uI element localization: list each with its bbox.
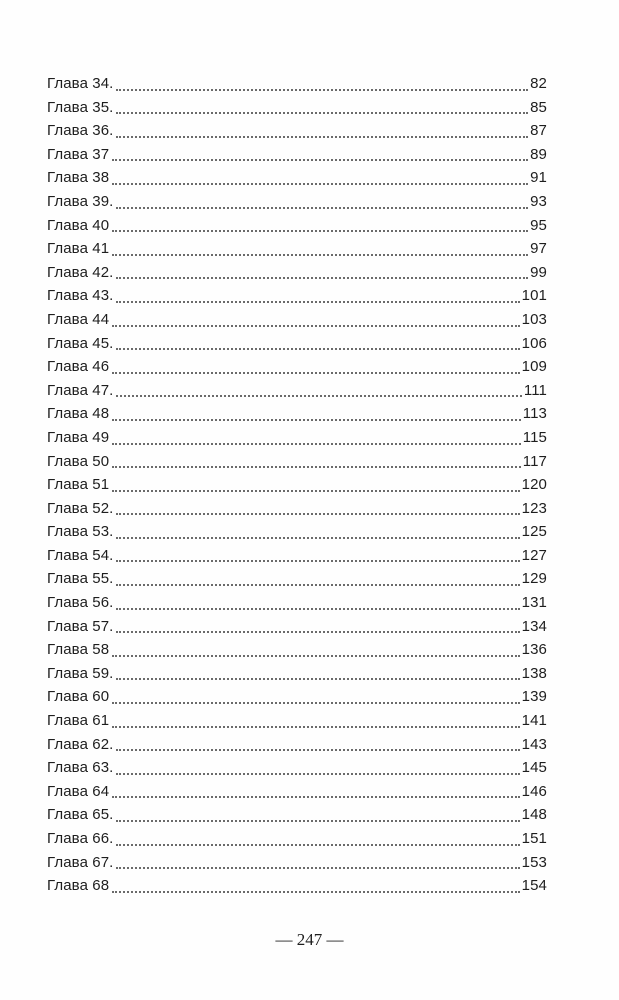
toc-entry-page: 141	[521, 712, 547, 730]
toc-entry-title: Глава 62.	[47, 735, 114, 753]
toc-entry	[47, 520, 547, 544]
dot-leader	[112, 796, 520, 798]
dot-leader	[116, 749, 519, 751]
page-number: — 247 —	[275, 930, 344, 949]
toc-entry	[47, 756, 547, 780]
toc-entry-page: 85	[530, 98, 547, 116]
toc-entry-title: Глава 39.	[47, 192, 114, 210]
dot-leader	[112, 655, 520, 657]
dot-leader	[116, 301, 519, 303]
toc-entry	[47, 638, 547, 662]
toc-entry-title: Глава 34.	[47, 75, 114, 92]
toc-entry-page: 123	[521, 499, 547, 517]
toc-entry	[47, 166, 547, 190]
toc-entry	[47, 332, 547, 356]
toc-entry-page: 143	[521, 735, 547, 753]
dot-leader	[112, 183, 528, 185]
toc-entry-page: 103	[521, 310, 547, 328]
toc-entry-title: Глава 64	[47, 782, 110, 800]
toc-entry-title: Глава 52.	[47, 499, 114, 517]
toc-entry	[47, 284, 547, 308]
dot-leader	[112, 325, 520, 327]
toc-entry	[47, 214, 547, 238]
toc-entry-title: Глава 49	[47, 428, 110, 446]
toc-entry-title: Глава 37	[47, 145, 110, 163]
toc-entry-page: 97	[530, 240, 547, 258]
toc-entry	[47, 119, 547, 143]
toc-entry-title: Глава 67.	[47, 853, 114, 871]
toc-entry-page: 148	[521, 806, 547, 824]
toc-entry	[47, 803, 547, 827]
toc-entry-page: 115	[522, 428, 547, 446]
toc-entry-title: Глава 48	[47, 405, 110, 423]
toc-entry-page: 95	[530, 216, 547, 234]
dot-leader	[116, 773, 519, 775]
toc-entry-page: 106	[521, 334, 547, 352]
dot-leader	[112, 702, 520, 704]
dot-leader	[116, 136, 528, 138]
dot-leader	[116, 395, 521, 397]
toc-entry-title: Глава 66.	[47, 830, 114, 847]
toc-entry-title: Глава 46	[47, 358, 110, 376]
dot-leader	[116, 560, 519, 562]
toc-entry-page: 120	[521, 476, 547, 494]
toc-entry	[47, 709, 547, 733]
toc-entry-page: 111	[523, 381, 547, 399]
toc-entry-title: Глава 42.	[47, 263, 114, 281]
dot-leader	[112, 372, 520, 374]
toc-entry-page: 125	[521, 523, 547, 541]
toc-entry-page: 139	[521, 688, 547, 706]
dot-leader	[112, 891, 520, 893]
toc-entry	[47, 426, 547, 450]
dot-leader	[112, 230, 528, 232]
dot-leader	[112, 726, 520, 728]
dot-leader	[112, 466, 521, 468]
toc-entry	[47, 473, 547, 497]
dot-leader	[116, 89, 528, 91]
toc-entry-page: 153	[521, 853, 547, 871]
dot-leader	[112, 419, 521, 421]
toc-entry-page: 146	[521, 782, 547, 800]
toc-entry	[47, 379, 547, 403]
toc-entry-page: 127	[521, 546, 547, 564]
toc-entry	[47, 72, 547, 96]
toc-entry-title: Глава 45.	[47, 334, 114, 352]
dot-leader	[112, 443, 521, 445]
toc-entry-page: 89	[530, 145, 547, 163]
dot-leader	[116, 678, 519, 680]
toc-entry	[47, 143, 547, 167]
toc-entry-title: Глава 41	[47, 240, 110, 258]
toc-entry	[47, 733, 547, 757]
toc-entry-title: Глава 51	[47, 476, 110, 494]
toc-entry	[47, 497, 547, 521]
toc-entry	[47, 308, 547, 332]
toc-entry	[47, 450, 547, 474]
toc-entry	[47, 827, 547, 851]
toc-entry-page: 145	[521, 759, 547, 777]
dot-leader	[116, 513, 519, 515]
dot-leader	[112, 254, 528, 256]
dot-leader	[112, 490, 520, 492]
dot-leader	[116, 631, 519, 633]
toc-entry-page: 151	[521, 830, 547, 847]
toc-entry-title: Глава 50	[47, 452, 110, 470]
toc-entry-page: 136	[521, 641, 547, 659]
toc-entry-page: 113	[522, 405, 547, 423]
toc-entry-title: Глава 35.	[47, 98, 114, 116]
toc-entry	[47, 685, 547, 709]
toc-entry	[47, 874, 547, 898]
toc-entry-title: Глава 65.	[47, 806, 114, 824]
table-of-contents	[47, 72, 547, 898]
toc-entry-page: 87	[530, 122, 547, 140]
toc-entry-title: Глава 38	[47, 169, 110, 187]
toc-entry-title: Глава 63.	[47, 759, 114, 777]
toc-entry	[47, 851, 547, 875]
toc-entry	[47, 615, 547, 639]
toc-entry-page: 109	[521, 358, 547, 376]
toc-entry	[47, 402, 547, 426]
toc-entry-title: Глава 60	[47, 688, 110, 706]
toc-entry	[47, 544, 547, 568]
toc-entry	[47, 355, 547, 379]
toc-entry-title: Глава 54.	[47, 546, 114, 564]
toc-entry-page: 82	[530, 75, 547, 92]
dot-leader	[116, 867, 519, 869]
toc-entry-page: 99	[530, 263, 547, 281]
toc-entry-title: Глава 68	[47, 877, 110, 895]
dot-leader	[116, 207, 528, 209]
toc-entry	[47, 591, 547, 615]
toc-entry-page: 91	[530, 169, 547, 187]
toc-entry-title: Глава 43.	[47, 287, 114, 305]
dot-leader	[116, 277, 528, 279]
toc-entry-page: 134	[521, 617, 547, 635]
toc-entry-title: Глава 40	[47, 216, 110, 234]
toc-entry-title: Глава 47.	[47, 381, 114, 399]
toc-entry	[47, 190, 547, 214]
toc-entry-title: Глава 61	[47, 712, 110, 730]
toc-entry-page: 117	[522, 452, 547, 470]
dot-leader	[116, 584, 519, 586]
toc-entry	[47, 96, 547, 120]
toc-entry	[47, 261, 547, 285]
dot-leader	[116, 820, 519, 822]
toc-entry-page: 138	[521, 664, 547, 682]
toc-entry-title: Глава 44	[47, 310, 110, 328]
toc-entry-page: 101	[521, 287, 547, 305]
toc-entry-title: Глава 55.	[47, 570, 114, 588]
toc-entry-title: Глава 53.	[47, 523, 114, 541]
toc-entry	[47, 237, 547, 261]
toc-entry	[47, 662, 547, 686]
toc-entry-title: Глава 56.	[47, 594, 114, 612]
toc-entry	[47, 780, 547, 804]
toc-entry-title: Глава 36.	[47, 122, 114, 140]
dot-leader	[116, 348, 519, 350]
toc-entry-title: Глава 59.	[47, 664, 114, 682]
toc-entry-page: 93	[530, 192, 547, 210]
toc-entry-page: 131	[521, 594, 547, 612]
dot-leader	[116, 112, 528, 114]
toc-entry-page: 154	[521, 877, 547, 895]
toc-entry	[47, 567, 547, 591]
dot-leader	[112, 159, 528, 161]
dot-leader	[116, 608, 519, 610]
toc-entry-title: Глава 57.	[47, 617, 114, 635]
toc-entry-page: 129	[521, 570, 547, 588]
dot-leader	[116, 537, 519, 539]
dot-leader	[116, 844, 519, 846]
toc-entry-title: Глава 58	[47, 641, 110, 659]
